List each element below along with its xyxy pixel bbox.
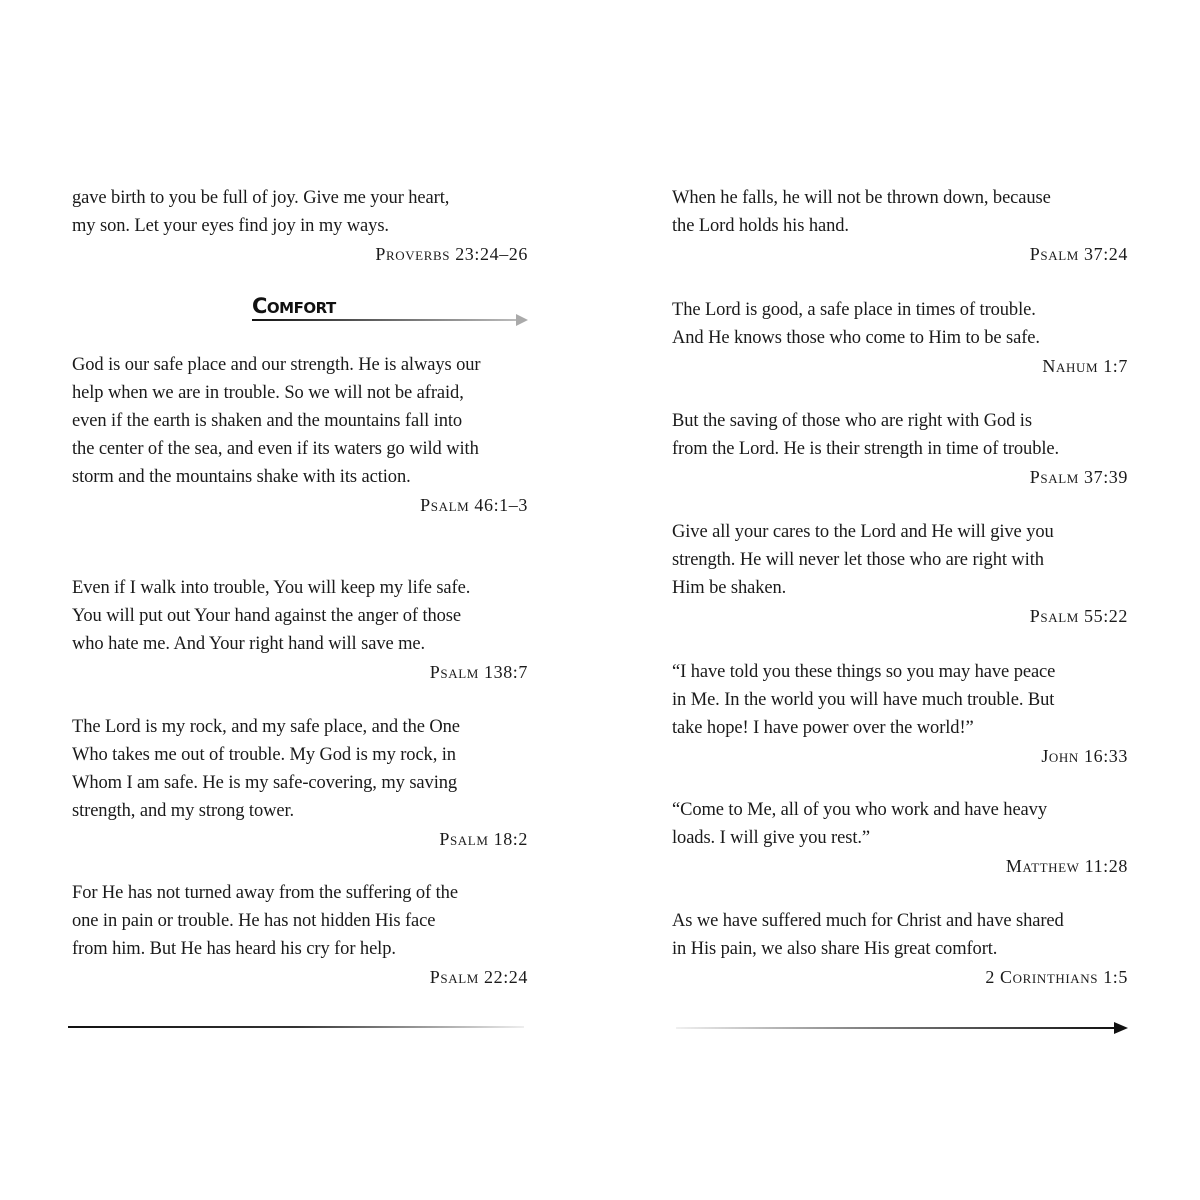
verse-line: strength, and my strong tower. <box>72 801 295 821</box>
heading-underline-arrow <box>252 319 516 321</box>
verse-line: the Lord holds his hand. <box>672 216 849 236</box>
verse-reference: John 16:33 <box>1041 746 1128 766</box>
verse-block <box>72 184 528 268</box>
verse-block <box>672 658 1128 770</box>
verse-line: take hope! I have power over the world!” <box>672 718 974 738</box>
verse-reference: Psalm 22:24 <box>429 967 528 987</box>
verse-line: Who takes me out of trouble. My God is my rock, in <box>72 745 456 765</box>
verse-line: “Come to Me, all of you who work and have heavy <box>672 800 1047 820</box>
verse-reference: Psalm 46:1–3 <box>420 495 528 515</box>
section-heading-title: Comfort <box>252 294 336 318</box>
verse-line: When he falls, he will not be thrown down, because <box>672 188 1051 208</box>
verse-line: loads. I will give you rest.” <box>672 828 870 848</box>
verse-line: even if the earth is shaken and the mountains fall into <box>72 411 463 431</box>
verse-block <box>672 407 1128 491</box>
verse-line: And He knows those who come to Him to be safe. <box>672 328 1040 348</box>
verse-line: gave birth to you be full of joy. Give me your heart, <box>72 188 450 208</box>
verse-reference: Proverbs 23:24–26 <box>375 244 528 264</box>
verse-line: The Lord is my rock, and my safe place, and the One <box>72 717 460 737</box>
verse-block <box>672 184 1128 268</box>
section-heading <box>252 294 528 324</box>
verse-line: But the saving of those who are right with God is <box>672 411 1032 431</box>
verse-block <box>672 518 1128 630</box>
verse-line: Him be shaken. <box>672 578 787 598</box>
verse-block <box>72 351 528 519</box>
verse-line: storm and the mountains shake with its action. <box>72 467 411 487</box>
verse-line: Give all your cares to the Lord and He will give you <box>672 522 1054 542</box>
verse-reference: Nahum 1:7 <box>1042 356 1128 376</box>
verse-block <box>72 879 528 991</box>
verse-line: one in pain or trouble. He has not hidden His face <box>72 911 436 931</box>
verse-line: in His pain, we also share His great comfort. <box>672 939 998 959</box>
verse-line: The Lord is good, a safe place in times of trouble. <box>672 300 1036 320</box>
verse-line: “I have told you these things so you may have peace <box>672 662 1056 682</box>
verse-reference: Psalm 138:7 <box>429 662 528 682</box>
page-end-arrow <box>676 1027 1116 1029</box>
verse-line: the center of the sea, and even if its waters go wild with <box>72 439 479 459</box>
verse-line: You will put out Your hand against the anger of those <box>72 606 462 626</box>
verse-reference: 2 Corinthians 1:5 <box>985 967 1128 987</box>
verse-block <box>72 574 528 686</box>
verse-reference: Matthew 11:28 <box>1005 856 1128 876</box>
verse-reference: Psalm 37:39 <box>1029 467 1128 487</box>
left-page <box>72 0 528 1200</box>
verse-block <box>672 907 1128 991</box>
verse-block <box>672 296 1128 380</box>
arrow-head-icon <box>516 314 528 326</box>
verse-line: God is our safe place and our strength. He is always our <box>72 355 481 375</box>
verse-line: in Me. In the world you will have much trouble. But <box>672 690 1055 710</box>
verse-line: from the Lord. He is their strength in time of trouble. <box>672 439 1060 459</box>
verse-line: As we have suffered much for Christ and have shared <box>672 911 1064 931</box>
verse-line: from him. But He has heard his cry for help. <box>72 939 396 959</box>
verse-block <box>672 796 1128 880</box>
verse-reference: Psalm 18:2 <box>439 829 528 849</box>
verse-line: my son. Let your eyes find joy in my ways. <box>72 216 389 236</box>
verse-line: who hate me. And Your right hand will save me. <box>72 634 426 654</box>
verse-reference: Psalm 37:24 <box>1029 244 1128 264</box>
verse-block <box>72 713 528 853</box>
verse-line: For He has not turned away from the suffering of the <box>72 883 458 903</box>
verse-line: strength. He will never let those who are right with <box>672 550 1044 570</box>
page-end-rule <box>68 1026 524 1028</box>
verse-line: help when we are in trouble. So we will not be afraid, <box>72 383 464 403</box>
verse-reference: Psalm 55:22 <box>1029 606 1128 626</box>
verse-line: Whom I am safe. He is my safe-covering, my saving <box>72 773 458 793</box>
arrow-head-icon <box>1114 1022 1128 1034</box>
right-page <box>672 0 1128 1200</box>
verse-line: Even if I walk into trouble, You will keep my life safe. <box>72 578 471 598</box>
